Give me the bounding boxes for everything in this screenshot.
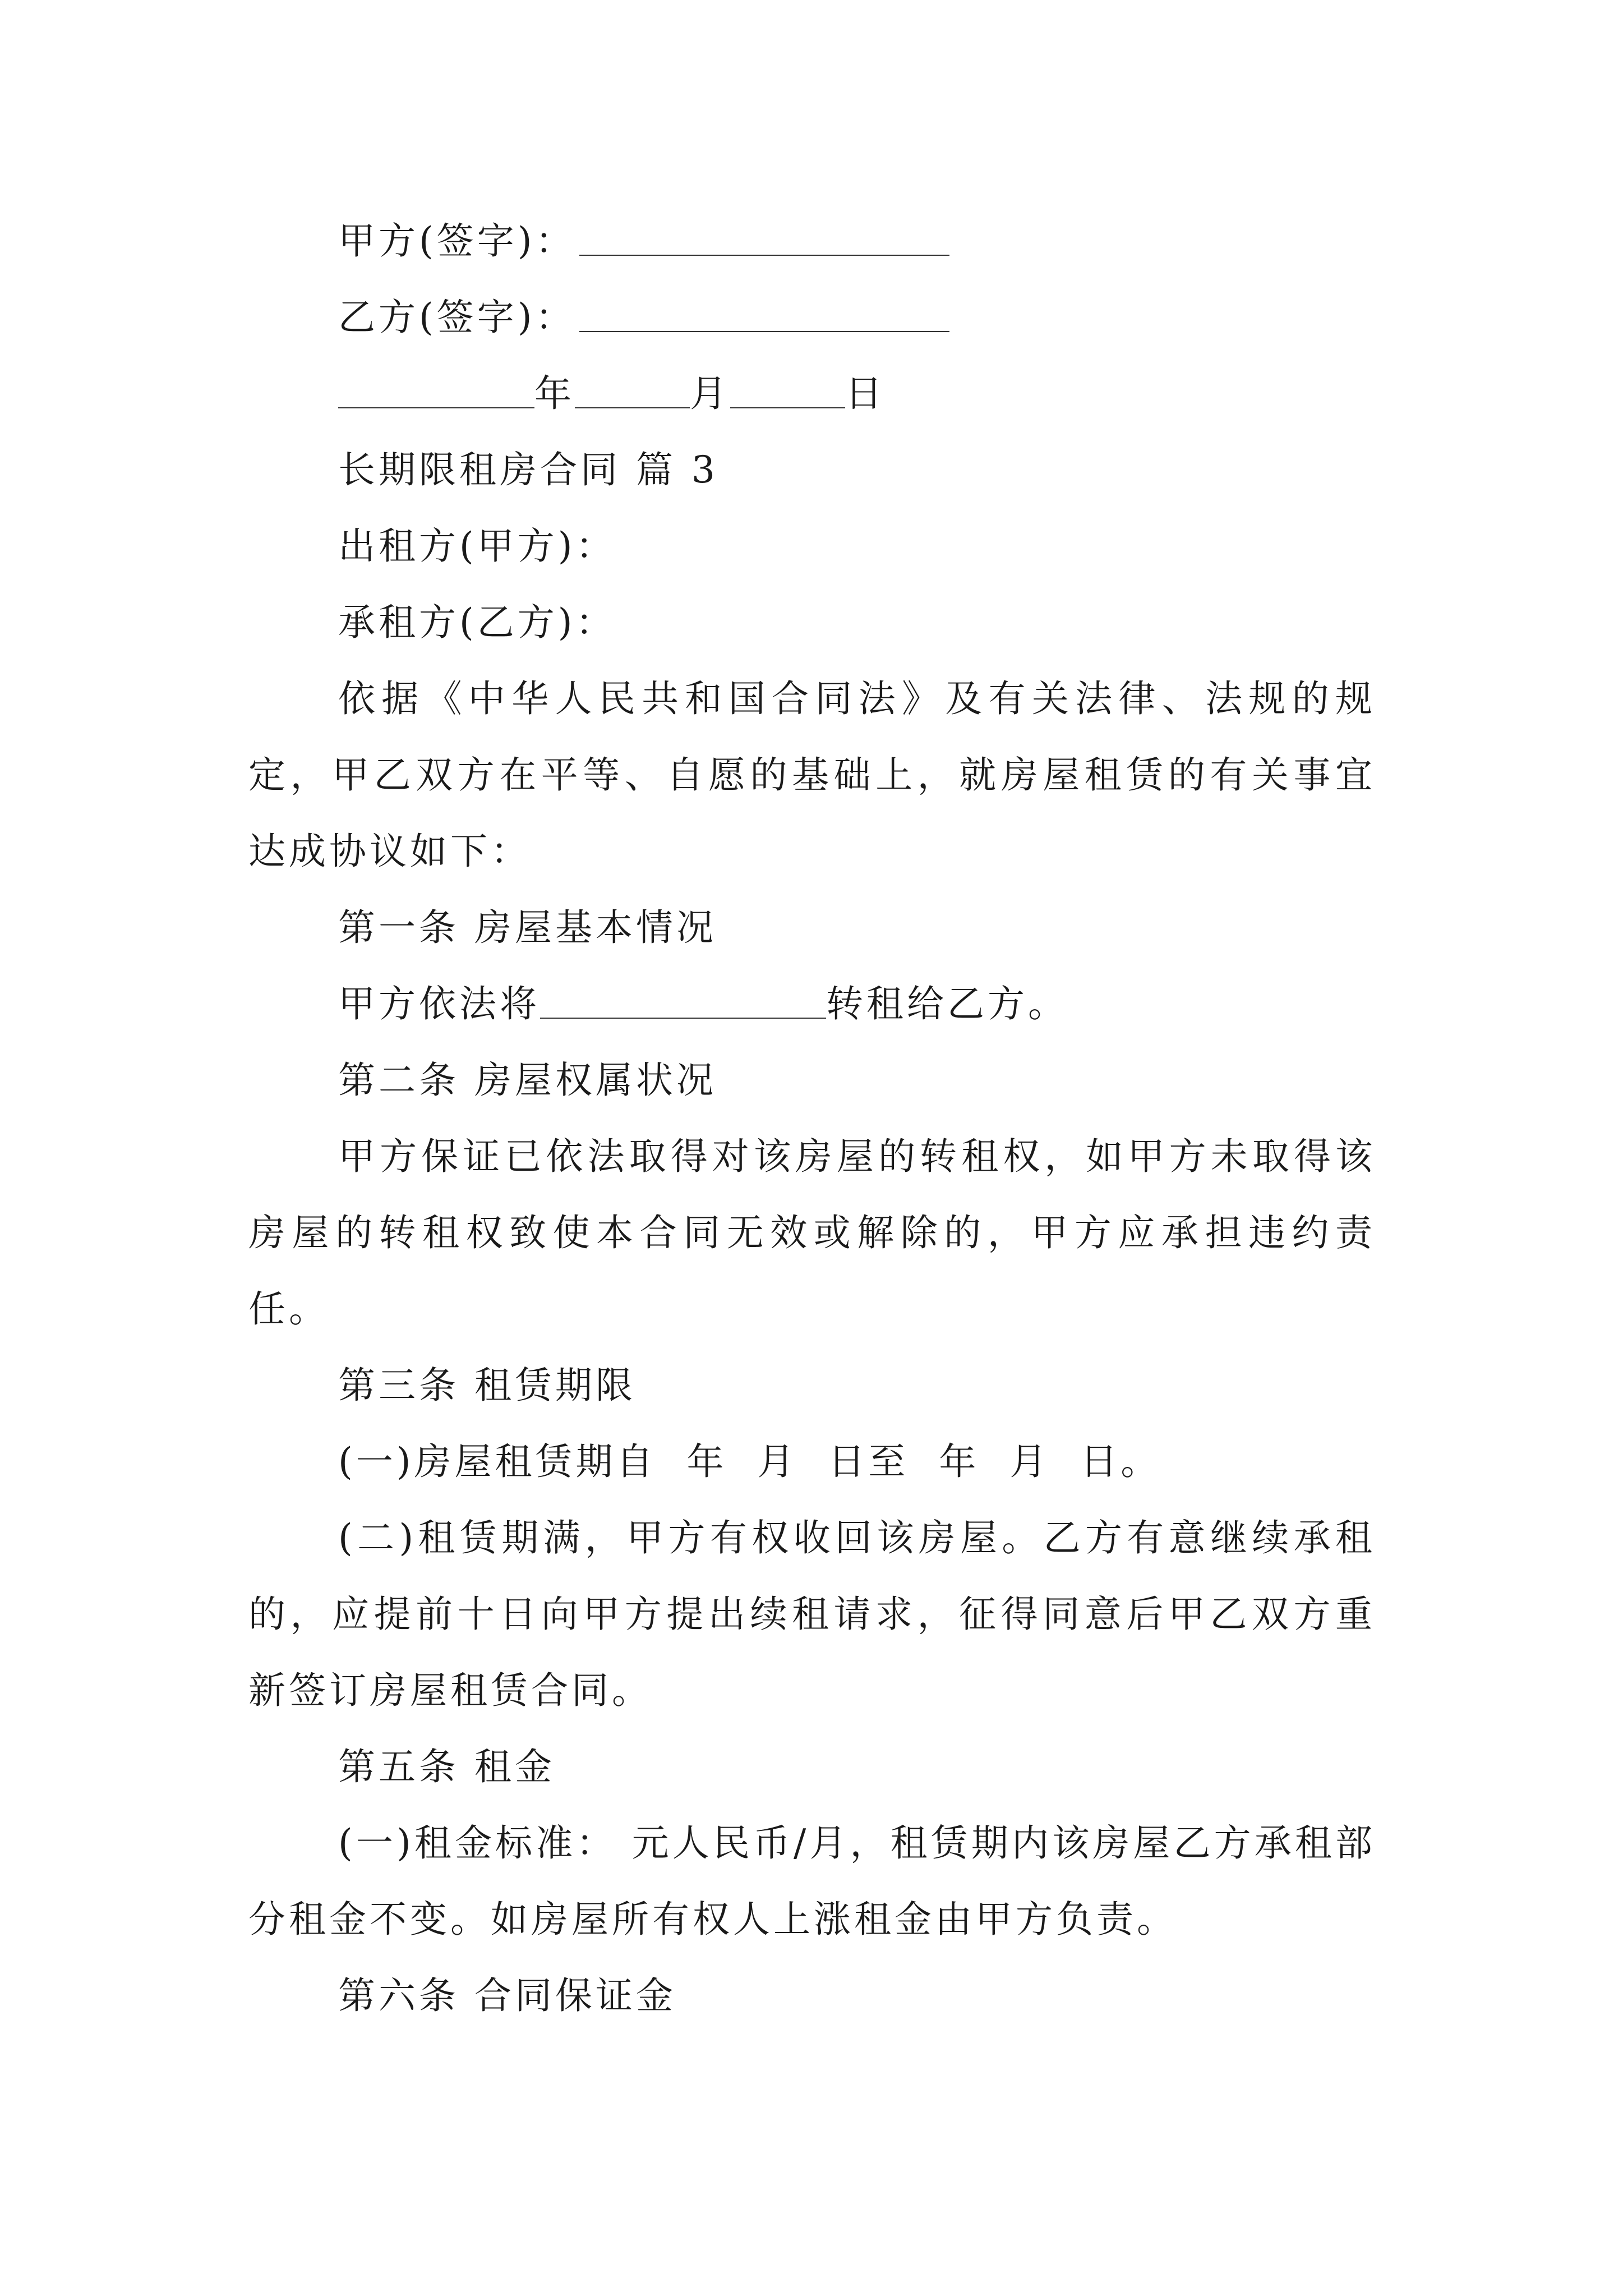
article5-item1: (一)租金标准： 元人民币/月，租赁期内该房屋乙方承租部分租金不变。如房屋所有权人上涨租金由甲方负责。	[248, 1821, 1376, 1941]
article6-heading: 第六条 合同保证金	[338, 1974, 676, 2017]
lessor-line: 出租方(甲方)：	[338, 524, 616, 568]
date-line	[248, 356, 1376, 432]
year-blank	[338, 374, 534, 408]
month-label: 月	[690, 372, 730, 415]
party-a-signature-line	[248, 203, 1376, 279]
party-a-signature-blank	[579, 222, 949, 256]
article3-item1: (一)房屋租赁期自 年 月 日至 年 月 日。	[338, 1440, 1161, 1483]
month-blank	[575, 374, 690, 408]
article2-heading: 第二条 房屋权属状况	[338, 1059, 717, 1102]
party-a-signature-label: 甲方(签字)：	[338, 219, 576, 263]
article1-text	[248, 966, 1376, 1042]
lessee-line: 承租方(乙方)：	[338, 601, 616, 644]
party-b-signature-label: 乙方(签字)：	[338, 296, 576, 339]
party-b-signature-line	[248, 279, 1376, 356]
property-blank	[540, 984, 826, 1019]
article3-item2: (二)租赁期满，甲方有权收回该房屋。乙方有意继续承租的，应提前十日向甲方提出续租请求，征得同意后甲乙双方重新签订房屋租赁合同。	[248, 1516, 1376, 1712]
article2-paragraph: 甲方保证已依法取得对该房屋的转租权，如甲方未取得该房屋的转租权致使本合同无效或解除的，甲方应承担违约责任。	[248, 1135, 1376, 1331]
preamble-paragraph: 依据《中华人民共和国合同法》及有关法律、法规的规定，甲乙双方在平等、自愿的基础上，就房屋租赁的有关事宜达成协议如下：	[248, 677, 1376, 873]
party-b-signature-blank	[579, 298, 949, 332]
year-label: 年	[534, 372, 575, 415]
day-label: 日	[845, 372, 886, 415]
article1-prefix: 甲方依法将	[338, 982, 540, 1025]
article5-heading: 第五条 租金	[338, 1745, 555, 1788]
article3-heading: 第三条 租赁期限	[338, 1364, 636, 1407]
article1-suffix: 转租给乙方。	[826, 982, 1068, 1025]
document-body	[248, 203, 1376, 2034]
contract-title: 长期限租房合同 篇 3	[338, 448, 718, 491]
article1-heading: 第一条 房屋基本情况	[338, 906, 717, 949]
day-blank	[730, 374, 845, 408]
